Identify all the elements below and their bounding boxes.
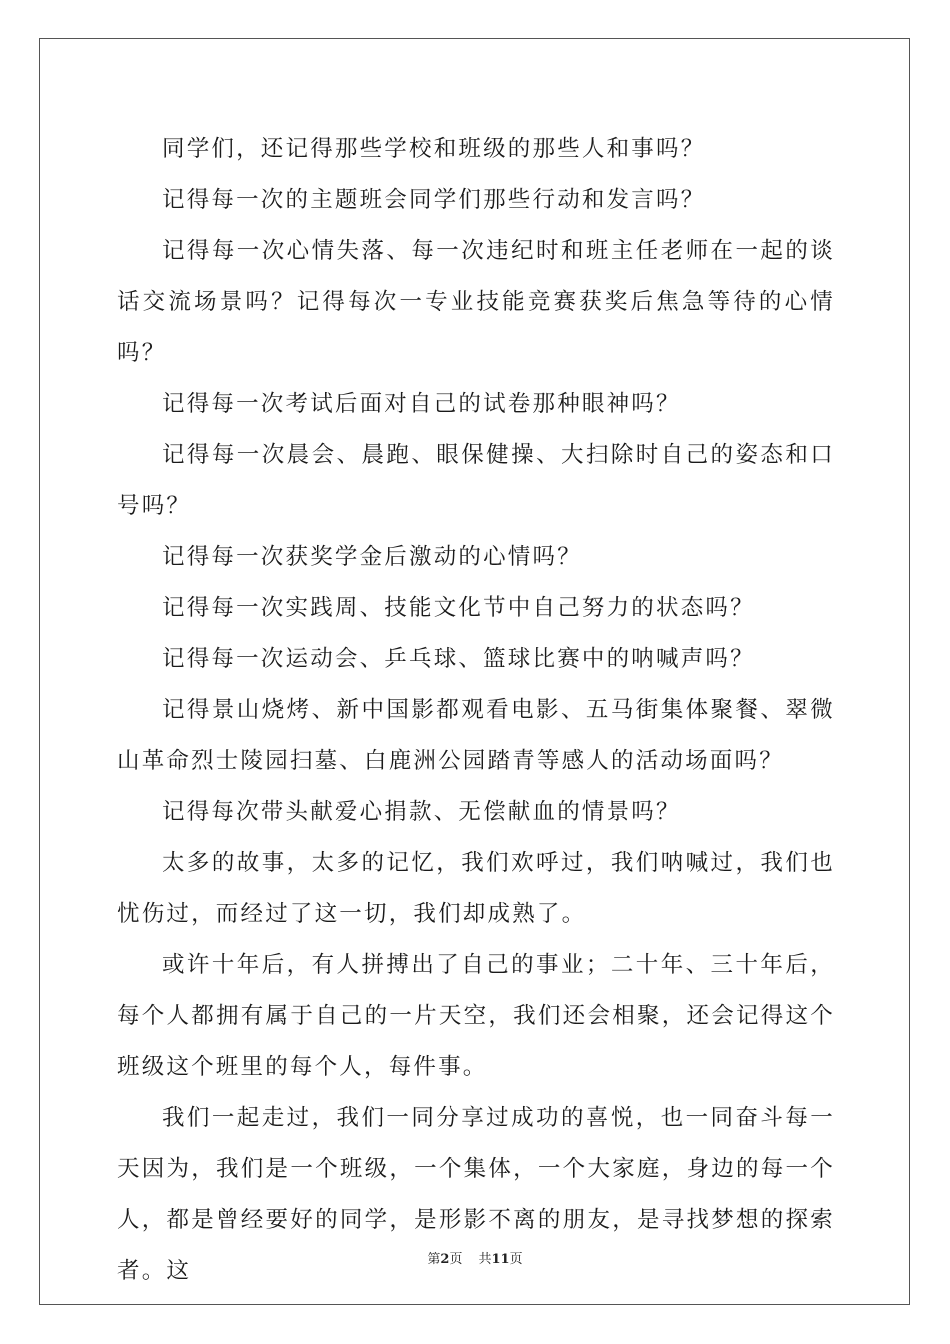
page-suffix: 页 xyxy=(449,1252,463,1267)
paragraph: 记得每一次获奖学金后激动的心情吗？ xyxy=(162,544,582,570)
current-page-number: 2 xyxy=(440,1252,450,1267)
paragraph: 太多的故事，太多的记忆，我们欢呼过，我们呐喊过，我们也忧伤过，而经过了这一切，我们却成熟了。 xyxy=(117,850,835,927)
paragraph: 记得每一次运动会、乒乓球、篮球比赛中的呐喊声吗？ xyxy=(162,646,755,672)
total-suffix: 页 xyxy=(509,1252,523,1267)
page-prefix: 第 xyxy=(427,1252,441,1267)
document-body xyxy=(117,124,835,1297)
paragraph: 记得每一次晨会、晨跑、眼保健操、大扫除时自己的姿态和口号吗？ xyxy=(117,442,835,519)
paragraph: 记得每一次心情失落、每一次违纪时和班主任老师在一起的谈话交流场景吗？记得每次一专业技能竞赛获奖后焦急等待的心情吗？ xyxy=(117,238,835,366)
paragraph: 或许十年后，有人拼搏出了自己的事业；二十年、三十年后，每个人都拥有属于自己的一片天空，我们还会相聚，还会记得这个班级这个班里的每个人，每件事。 xyxy=(117,952,835,1080)
total-page-number: 11 xyxy=(491,1252,510,1267)
total-prefix: 共 xyxy=(478,1252,492,1267)
paragraph: 记得每一次的主题班会同学们那些行动和发言吗？ xyxy=(162,187,706,213)
paragraph: 我们一起走过，我们一同分享过成功的喜悦，也一同奋斗每一天因为，我们是一个班级，一个集体，一个大家庭，身边的每一个人，都是曾经要好的同学，是形影不离的朋友，是寻找梦想的探索者。这 xyxy=(117,1105,835,1284)
paragraph: 记得每次带头献爱心捐款、无偿献血的情景吗？ xyxy=(162,799,681,825)
page-footer xyxy=(0,1248,950,1267)
paragraph: 记得每一次考试后面对自己的试卷那种眼神吗？ xyxy=(162,391,681,417)
paragraph: 同学们，还记得那些学校和班级的那些人和事吗？ xyxy=(162,136,706,162)
paragraph: 记得每一次实践周、技能文化节中自己努力的状态吗？ xyxy=(162,595,755,621)
paragraph: 记得景山烧烤、新中国影都观看电影、五马街集体聚餐、翠微山革命烈士陵园扫墓、白鹿洲公园踏青等感人的活动场面吗？ xyxy=(117,697,835,774)
